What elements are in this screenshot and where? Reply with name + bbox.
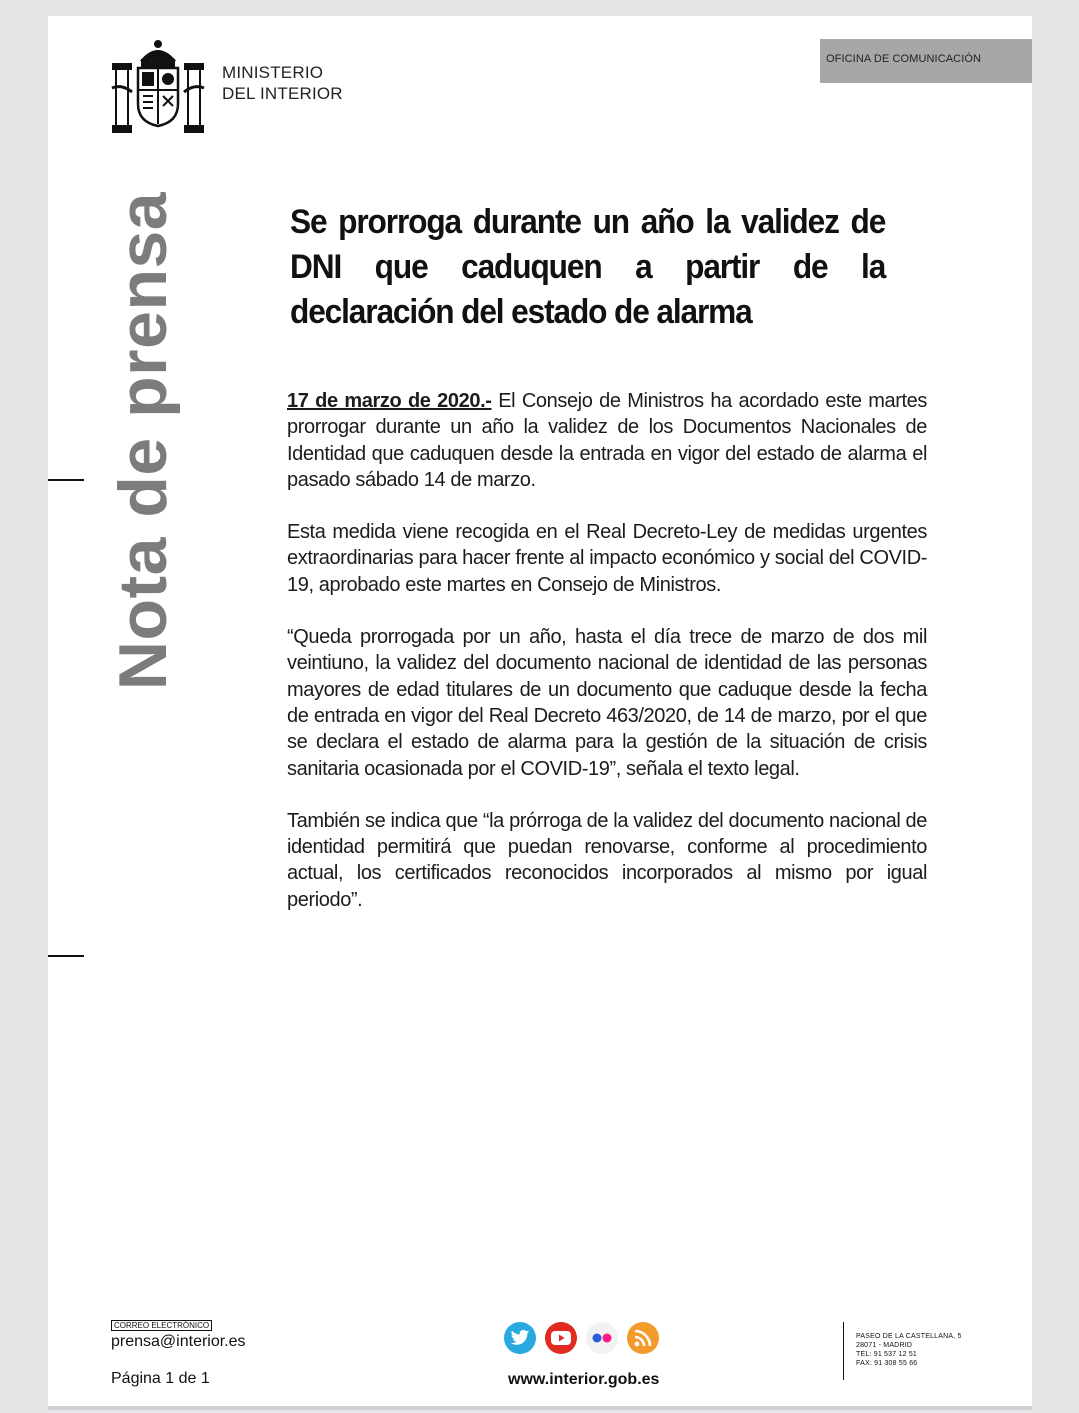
paragraph-3: “Queda prorrogada por un año, hasta el día trece de marzo de dos mil veintiuno, la validez del documento nacional de identidad de las personas mayores de edad titulares de un documento que caduque desde la fecha de entrada en vigor del Real Decreto 463/2020, de 14 de marzo, por el que se declara el estado de alarma para la gestión de la situación de crisis sanitaria ocasionada por el COVID-19”, señala el texto legal. [287, 626, 927, 780]
office-label: OFICINA DE COMUNICACIÓN [826, 53, 982, 65]
dateline: 17 de marzo de 2020.- [287, 390, 492, 412]
page-edge [48, 1406, 1032, 1410]
address-block [856, 1332, 962, 1368]
side-label-text: Nota de prensa [105, 191, 181, 691]
ministry-name [222, 62, 343, 104]
website-link[interactable]: www.interior.gob.es [508, 1371, 660, 1388]
social-icons [504, 1322, 659, 1356]
press-release-page [48, 16, 1032, 1406]
address-line-2: 28071 - MADRID [856, 1342, 913, 1349]
twitter-icon[interactable] [504, 1322, 536, 1354]
email-label: CORREO ELECTRÓNICO [111, 1320, 212, 1331]
paragraph-1 [287, 388, 927, 493]
youtube-icon[interactable] [545, 1322, 577, 1354]
paragraph-1-text: El Consejo de Ministros ha acordado este martes prorrogar durante un año la validez de los Documentos Nacionales de Identidad que caduquen desde la entrada en vigor del estado de alarma el pasado sábado 14 de marzo. [287, 390, 927, 491]
coat-of-arms-icon [110, 38, 206, 138]
paragraph-2: Esta medida viene recogida en el Real Decreto-Ley de medidas urgentes extraordinarias para hacer frente al impacto económico y social del COVID-19, aprobado este martes en Consejo de Ministros. [287, 521, 927, 596]
fold-mark-bottom [48, 955, 84, 957]
ministry-line-1: MINISTERIO [222, 63, 324, 82]
press-release-body [287, 388, 927, 939]
rss-icon[interactable] [627, 1322, 659, 1354]
email-link[interactable]: prensa@interior.es [111, 1333, 246, 1350]
footer-divider [843, 1322, 844, 1380]
ministry-line-2: DEL INTERIOR [222, 84, 343, 103]
side-label [105, 191, 181, 691]
fax: FAX: 91 308 55 66 [856, 1360, 918, 1367]
flickr-icon[interactable] [586, 1322, 618, 1354]
address-line-1: PASEO DE LA CASTELLANA, 5 [856, 1333, 962, 1340]
paragraph-4: También se indica que “la prórroga de la validez del documento nacional de identidad permitirá que puedan renovarse, conforme al procedimiento actual, los certificados reconocidos incorporados al mismo por igual periodo”. [287, 809, 927, 911]
press-release-title: Se prorroga durante un año la validez de DNI que caduquen a partir de la declaración del estado de alarma [290, 203, 886, 331]
page-number: Página 1 de 1 [111, 1370, 210, 1387]
fold-mark-top [48, 479, 84, 481]
office-badge [820, 39, 1032, 83]
phone: TEL: 91 537 12 51 [856, 1351, 917, 1358]
